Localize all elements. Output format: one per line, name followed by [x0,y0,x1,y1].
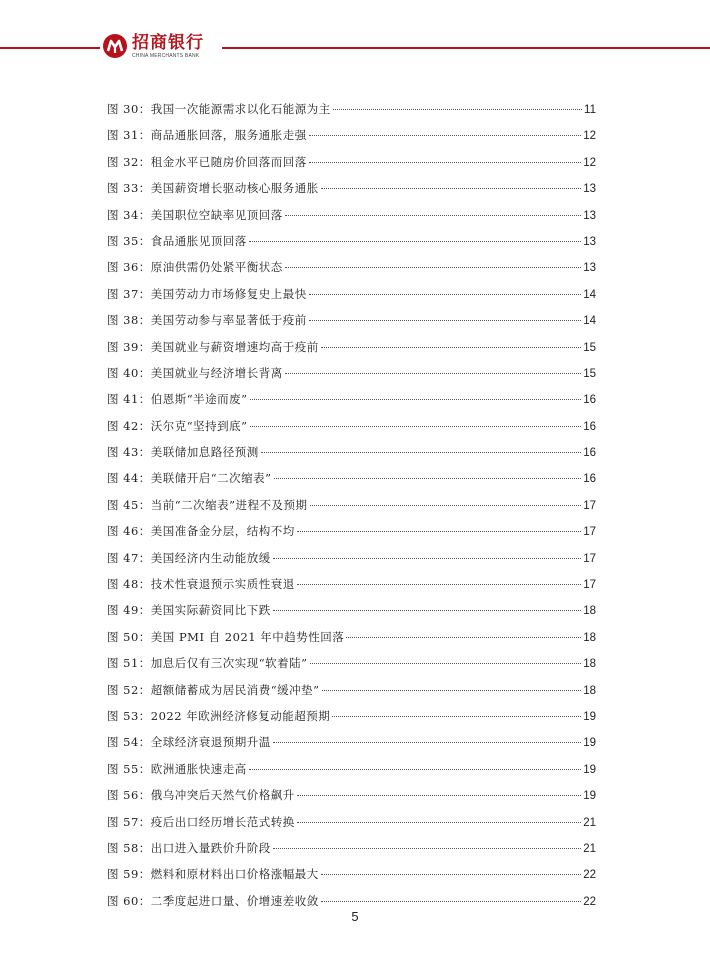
toc-entry-label: 图 44：美联储开启“二次缩表” [107,471,272,486]
toc-entry[interactable] [107,708,596,734]
toc-entry-page: 17 [583,552,596,565]
toc-entry-label: 图 42：沃尔克“坚持到底” [107,418,248,433]
toc-leader-dots [297,822,581,823]
toc-leader-dots [249,769,581,770]
toc-entry-label: 图 45：当前“二次缩表”进程不及预期 [107,497,308,512]
toc-leader-dots [285,215,581,216]
toc-entry-page: 16 [583,473,596,486]
toc-entry-label: 图 31：商品通胀回落，服务通胀走强 [107,128,307,143]
toc-entry-page: 14 [583,315,596,328]
toc-leader-dots [310,505,582,506]
toc-leader-dots [310,663,582,664]
toc-entry-page: 12 [583,156,596,169]
toc-leader-dots [273,848,581,849]
toc-entry-page: 18 [583,658,596,671]
toc-entry[interactable] [107,787,596,813]
toc-entry-label: 图 40：美国就业与经济增长背离 [107,365,283,380]
toc-leader-dots [321,347,581,348]
toc-entry[interactable] [107,655,596,681]
toc-leader-dots [250,426,582,427]
toc-entry-page: 15 [583,367,596,380]
toc-entry-label: 图 55：欧洲通胀快速走高 [107,761,247,776]
toc-entry-label: 图 51：加息后仅有三次实现“软着陆” [107,656,308,671]
toc-entry-page: 13 [583,235,596,248]
toc-entry[interactable] [107,207,596,233]
toc-entry[interactable] [107,470,596,496]
toc-entry[interactable] [107,391,596,417]
toc-entry[interactable] [107,180,596,206]
toc-entry-label: 图 60：二季度起进口量、价增速差收敛 [107,893,319,908]
toc-leader-dots [273,742,581,743]
toc-entry[interactable] [107,101,596,127]
header-rule-right [222,47,710,49]
toc-entry-label: 图 57：疫后出口经历增长范式转换 [107,814,295,829]
toc-leader-dots [250,399,582,400]
toc-entry-label: 图 35：食品通胀见顶回落 [107,233,247,248]
toc-leader-dots [333,109,582,110]
toc-entry-label: 图 53：2022 年欧洲经济修复动能超预期 [107,708,331,723]
toc-entry[interactable] [107,734,596,760]
toc-entry-page: 18 [583,684,596,697]
toc-entry-label: 图 48：技术性衰退预示实质性衰退 [107,577,295,592]
toc-entry-label: 图 50：美国 PMI 自 2021 年中趋势性回落 [107,629,345,644]
toc-entry-label: 图 33：美国薪资增长驱动核心服务通胀 [107,181,319,196]
toc-entry-page: 13 [583,262,596,275]
toc-entry[interactable] [107,840,596,866]
toc-leader-dots [297,795,581,796]
toc-entry-page: 21 [583,816,596,829]
toc-leader-dots [297,531,581,532]
toc-entry[interactable] [107,444,596,470]
toc-entry-page: 21 [583,842,596,855]
toc-entry-page: 16 [583,420,596,433]
header-rule-left [0,47,100,49]
toc-entry[interactable] [107,602,596,628]
toc-leader-dots [332,716,581,717]
toc-entry-page: 16 [583,394,596,407]
toc-entry-page: 19 [583,790,596,803]
toc-entry-label: 图 39：美国就业与薪资增速均高于疫前 [107,339,319,354]
toc-entry-label: 图 43：美联储加息路径预测 [107,445,259,460]
toc-entry-page: 17 [583,499,596,512]
toc-leader-dots [274,478,582,479]
toc-entry-page: 13 [583,209,596,222]
toc-entry-page: 14 [583,288,596,301]
toc-entry[interactable] [107,233,596,259]
toc-leader-dots [309,162,581,163]
toc-entry-page: 17 [583,579,596,592]
toc-entry[interactable] [107,365,596,391]
toc-entry-label: 图 41：伯恩斯“半途而废” [107,392,248,407]
toc-entry[interactable] [107,497,596,523]
toc-entry-page: 15 [583,341,596,354]
toc-entry-label: 图 38：美国劳动参与率显著低于疫前 [107,313,307,328]
toc-leader-dots [249,241,581,242]
toc-entry-label: 图 32：租金水平已随房价回落而回落 [107,154,307,169]
brand-logo [102,33,222,69]
toc-entry-page: 18 [583,631,596,644]
toc-leader-dots [285,267,581,268]
toc-entry-label: 图 59：燃料和原材料出口价格涨幅最大 [107,867,319,882]
toc-entry-page: 18 [583,605,596,618]
brand-name-cn: 招商银行 [132,33,204,53]
figure-list [107,101,596,919]
toc-entry-page: 12 [583,130,596,143]
toc-entry-label: 图 36：原油供需仍处紧平衡状态 [107,260,283,275]
toc-entry-page: 22 [583,895,596,908]
toc-entry[interactable] [107,576,596,602]
toc-entry-label: 图 58：出口进入量跌价升阶段 [107,840,271,855]
toc-leader-dots [321,188,581,189]
toc-entry-page: 22 [583,869,596,882]
toc-entry[interactable] [107,312,596,338]
brand-text [132,33,204,60]
toc-leader-dots [309,294,581,295]
toc-entry-page: 19 [583,737,596,750]
toc-leader-dots [346,637,581,638]
page-number: 5 [351,909,359,924]
toc-entry-label: 图 49：美国实际薪资同比下跌 [107,603,271,618]
toc-entry-label: 图 54：全球经济衰退预期升温 [107,735,271,750]
toc-entry-label: 图 30：我国一次能源需求以化石能源为主 [107,102,331,116]
toc-entry-page: 19 [583,710,596,723]
toc-leader-dots [273,558,581,559]
toc-entry[interactable] [107,259,596,285]
toc-entry-label: 图 52：超额储蓄成为居民消费“缓冲垫” [107,682,320,697]
toc-entry[interactable] [107,761,596,787]
toc-entry-label: 图 47：美国经济内生动能放缓 [107,550,271,565]
toc-entry[interactable] [107,629,596,655]
toc-entry[interactable] [107,814,596,840]
toc-leader-dots [321,901,581,902]
cmb-logo-icon [102,33,128,59]
toc-entry[interactable] [107,154,596,180]
toc-leader-dots [273,610,581,611]
toc-entry[interactable] [107,286,596,312]
toc-entry-label: 图 37：美国劳动力市场修复史上最快 [107,286,307,301]
toc-entry[interactable] [107,418,596,444]
toc-entry[interactable] [107,866,596,892]
toc-entry-page: 19 [583,763,596,776]
toc-leader-dots [297,584,581,585]
toc-leader-dots [309,320,581,321]
toc-leader-dots [261,452,581,453]
toc-entry-page: 17 [583,526,596,539]
toc-entry[interactable] [107,550,596,576]
toc-entry[interactable] [107,339,596,365]
toc-entry-page: 16 [583,447,596,460]
toc-entry-page: 11 [584,104,596,116]
toc-leader-dots [321,874,581,875]
toc-leader-dots [322,690,582,691]
toc-entry-label: 图 34：美国职位空缺率见顶回落 [107,207,283,222]
toc-entry-label: 图 56：俄乌冲突后天然气价格飙升 [107,788,295,803]
toc-leader-dots [285,373,581,374]
toc-entry-label: 图 46：美国准备金分层，结构不均 [107,524,295,539]
toc-entry[interactable] [107,127,596,153]
toc-entry[interactable] [107,523,596,549]
toc-entry-page: 13 [583,183,596,196]
toc-entry[interactable] [107,682,596,708]
toc-leader-dots [309,135,581,136]
brand-name-en: CHINA MERCHANTS BANK [132,53,200,59]
